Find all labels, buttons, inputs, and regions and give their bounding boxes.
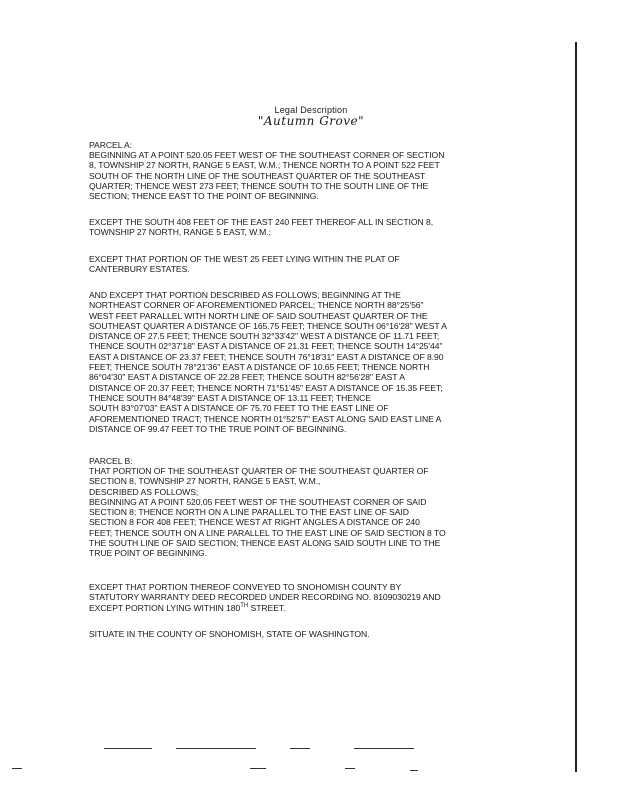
text-line: AND EXCEPT THAT PORTION DESCRIBED AS FOLLOWS; BEGINNING AT THE — [89, 290, 401, 300]
text-line: THENCE SOUTH 02°37'18" EAST A DISTANCE OF 21.31 FEET; THENCE SOUTH 14°25'44" — [89, 341, 443, 352]
text-line: CANTERBURY ESTATES. — [89, 264, 190, 275]
text-line: THAT PORTION OF THE SOUTHEAST QUARTER OF THE SOUTHEAST QUARTER OF — [89, 466, 429, 476]
text-line: STATUTORY WARRANTY DEED RECORDED UNDER RECORDING NO. 8109030219 AND — [89, 592, 441, 603]
except-south-408-paragraph — [89, 217, 509, 238]
text-line: AFOREMENTIONED TRACT; THENCE NORTH 01°52'57" EAST ALONG SAID EAST LINE A — [89, 413, 442, 424]
text-line: TRUE POINT OF BEGINNING. — [89, 548, 208, 559]
except-described-paragraph — [89, 290, 509, 434]
text-line: DISTANCE OF 27.5 FEET; THENCE SOUTH 32°33'42" WEST A DISTANCE OF 11.71 FEET; — [89, 331, 440, 342]
parcel-a-heading: PARCEL A: — [89, 140, 133, 150]
text-line: WEST FEET PARALLEL WITH NORTH LINE OF SAID SOUTHEAST QUARTER OF THE — [89, 310, 428, 321]
parcel-b-heading: PARCEL B: — [89, 456, 133, 466]
text-line: EXCEPT THAT PORTION THEREOF CONVEYED TO SNOHOMISH COUNTY BY — [89, 582, 402, 592]
text-line: DESCRIBED AS FOLLOWS; — [89, 486, 199, 497]
text-line: SECTION 8, TOWNSHIP 27 NORTH, RANGE 5 EAST, W.M., — [89, 476, 321, 487]
scan-artifact — [290, 748, 310, 749]
text-line: THE SOUTH LINE OF SAID SECTION; THENCE EAST ALONG SAID SOUTH LINE TO THE — [89, 538, 441, 549]
parcel-b-paragraph — [89, 466, 509, 559]
text-line: DISTANCE OF 20.37 FEET; THENCE NORTH 71°51'45" EAST A DISTANCE OF 15.35 FEET; — [89, 382, 443, 393]
text-line: SOUTH 83°07'03" EAST A DISTANCE OF 75.70 FEET TO THE EAST LINE OF — [89, 403, 389, 414]
scan-artifact — [176, 748, 256, 749]
text-line: THENCE SOUTH 84°48'39" EAST A DISTANCE OF 13.11 FEET; THENCE — [89, 392, 371, 403]
text-line: EAST A DISTANCE OF 23.37 FEET; THENCE SOUTH 76°18'31" EAST A DISTANCE OF 8.90 — [89, 351, 444, 362]
document-subtitle: "Autumn Grove" — [257, 114, 365, 128]
text-line: EXCEPT THE SOUTH 408 FEET OF THE EAST 240 FEET THEREOF ALL IN SECTION 8, — [89, 217, 434, 227]
scan-artifact — [410, 770, 418, 771]
except-conveyed-paragraph — [89, 582, 509, 613]
text-line: DISTANCE OF 99.47 FEET TO THE TRUE POINT OF BEGINNING. — [89, 423, 347, 434]
page-edge-rule — [575, 42, 577, 772]
document-title: Legal Description — [274, 105, 348, 115]
text-line: EXCEPT PORTION LYING WITHIN 180TH STREET. — [89, 602, 286, 613]
text-line: SOUTH OF THE NORTH LINE OF THE SOUTHEAST QUARTER OF THE SOUTHEAST — [89, 170, 426, 181]
situate-paragraph: SITUATE IN THE COUNTY OF SNOHOMISH, STATE OF WASHINGTON. — [89, 629, 370, 639]
text-line: SECTION 8; THENCE NORTH ON A LINE PARALLEL TO THE EAST LINE OF SAID — [89, 507, 409, 518]
text-line: FEET; THENCE SOUTH ON A LINE PARALLEL TO THE EAST LINE OF SAID SECTION 8 TO — [89, 527, 446, 538]
text-line: SOUTHEAST QUARTER A DISTANCE OF 165.75 FEET; THENCE SOUTH 06°16'28" WEST A — [89, 320, 447, 331]
text-line: TOWNSHIP 27 NORTH, RANGE 5 EAST, W.M.; — [89, 227, 271, 238]
text-line: NORTHEAST CORNER OF AFOREMENTIONED PARCEL; THENCE NORTH 88°25'56" — [89, 300, 424, 311]
text-line: QUARTER; THENCE WEST 273 FEET; THENCE SOUTH TO THE SOUTH LINE OF THE — [89, 180, 429, 191]
text-line: SECTION; THENCE EAST TO THE POINT OF BEGINNING. — [89, 191, 319, 202]
scan-artifact — [104, 748, 152, 749]
text-line: BEGINNING AT A POINT 520.05 FEET WEST OF THE SOUTHEAST CORNER OF SAID — [89, 496, 427, 507]
text-line: 8, TOWNSHIP 27 NORTH, RANGE 5 EAST, W.M.; THENCE NORTH TO A POINT 522 FEET — [89, 160, 440, 171]
text-line: EXCEPT THAT PORTION OF THE WEST 25 FEET LYING WITHIN THE PLAT OF — [89, 254, 400, 264]
scan-artifact — [250, 768, 266, 769]
text-line: FEET; THENCE SOUTH 78°21'36" EAST A DISTANCE OF 10.65 FEET; THENCE NORTH — [89, 362, 430, 373]
text-line: BEGINNING AT A POINT 520.05 FEET WEST OF THE SOUTHEAST CORNER OF SECTION — [89, 150, 445, 160]
except-west-25-paragraph — [89, 254, 509, 275]
scan-artifact — [12, 768, 22, 769]
scan-artifact — [354, 748, 414, 749]
text-line: 86°04'30" EAST A DISTANCE OF 22.28 FEET; THENCE SOUTH 82°56'28" EAST A — [89, 372, 405, 383]
scan-artifact — [345, 768, 355, 769]
text-line: SECTION 8 FOR 408 FEET; THENCE WEST AT RIGHT ANGLES A DISTANCE OF 240 — [89, 517, 420, 528]
parcel-a-paragraph — [89, 150, 509, 201]
